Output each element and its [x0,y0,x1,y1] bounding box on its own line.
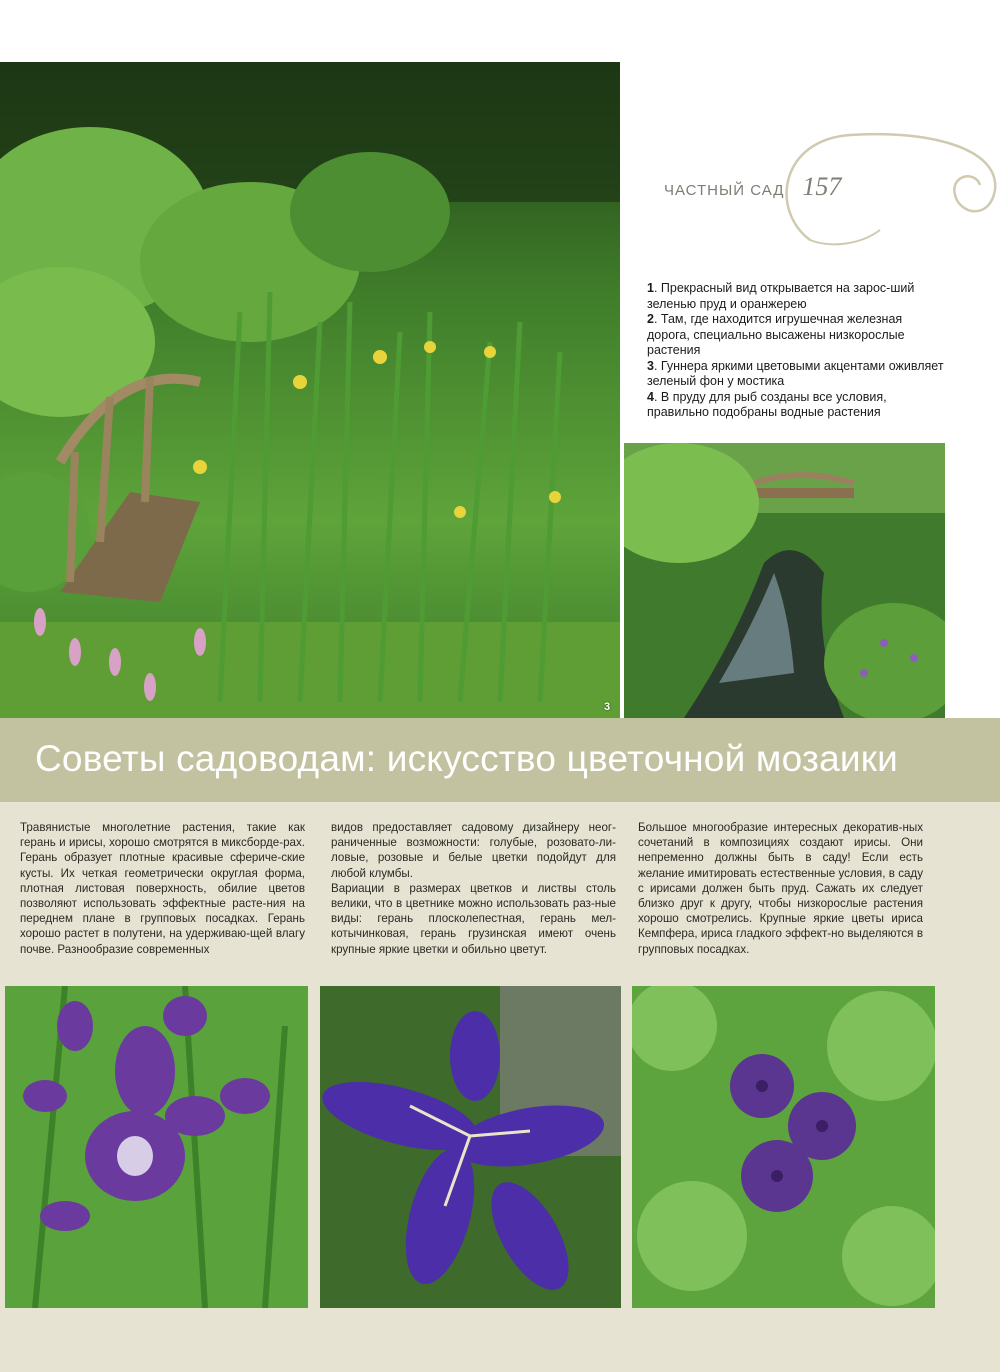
geranium-photo [632,986,935,1308]
paragraph: Большое многообразие интересных декоратив-ных сочетаний в композициях создают ирисы. Они непременно должны быть в саду! Если есть желание имитировать естественные условия, в саду с ирисами должен быть пруд. Сажать их следует близко друг к другу, чтобы низкорослые растения хорошо смотрелись. Крупные яркие цветы ириса Кемпфера, ириса гладкого эффект-но выделяются в групповых посадках. [638,821,923,956]
paragraph: Травянистые многолетние растения, такие как герань и ирисы, хорошо смотрятся в миксборде-рах. Герань образует плотные красивые сфериче-ские кусты. Их четкая геометрически округлая форма, плотная листовая поверхность, обилие цветов позволяют использовать эффектные расте-ния на переднем плане в групповых посадках. Герань хорошо растет в полутени, на удерживаю-щей влагу почве. Разнообразие современных [20,821,305,956]
caption-item: 4. В пруду для рыб созданы все условия, правильно подобраны водные растения [647,389,887,419]
article-column-1 [20,820,305,957]
paragraph: видов предоставляет садовому дизайнеру неог-раниченные возможности: голубые, розовато-ли-ловые, розовые и белые цветки подойдут для любой клумбы. [331,821,616,880]
photo-number-3: 3 [604,701,611,713]
garden-bridge-photo [0,62,620,718]
caption-item: 2. Там, где находится игрушечная железная дорога, специально высажены низкорослые растения [647,312,905,357]
caption-item: 1. Прекрасный вид открывается на зарос-ший зеленью пруд и оранжерею [647,281,915,311]
page-number: 157 [802,172,842,201]
article-column-2 [331,820,616,957]
article-column-3 [638,820,923,957]
paragraph: Вариации в размерах цветков и листвы столь велики, что в цветнике можно использовать раз-ные виды: герань плосколепестная, герань мел-котычинковая, герань грузинская имеют очень крупные яркие цветки и обильно цветут. [331,881,616,956]
article-title-band [0,718,1000,802]
photo-captions [647,281,947,421]
siberian-iris-photo [5,986,308,1308]
running-head [664,172,841,202]
section-name: ЧАСТНЫЙ САД [664,182,785,199]
article-title: Советы садоводам: искусство цветочной мозаики [35,738,898,779]
pond-photo [624,443,945,718]
caption-item: 3. Гуннера яркими цветовыми акцентами оживляет зеленый фон у мостика [647,358,944,388]
japanese-iris-photo [320,986,621,1308]
